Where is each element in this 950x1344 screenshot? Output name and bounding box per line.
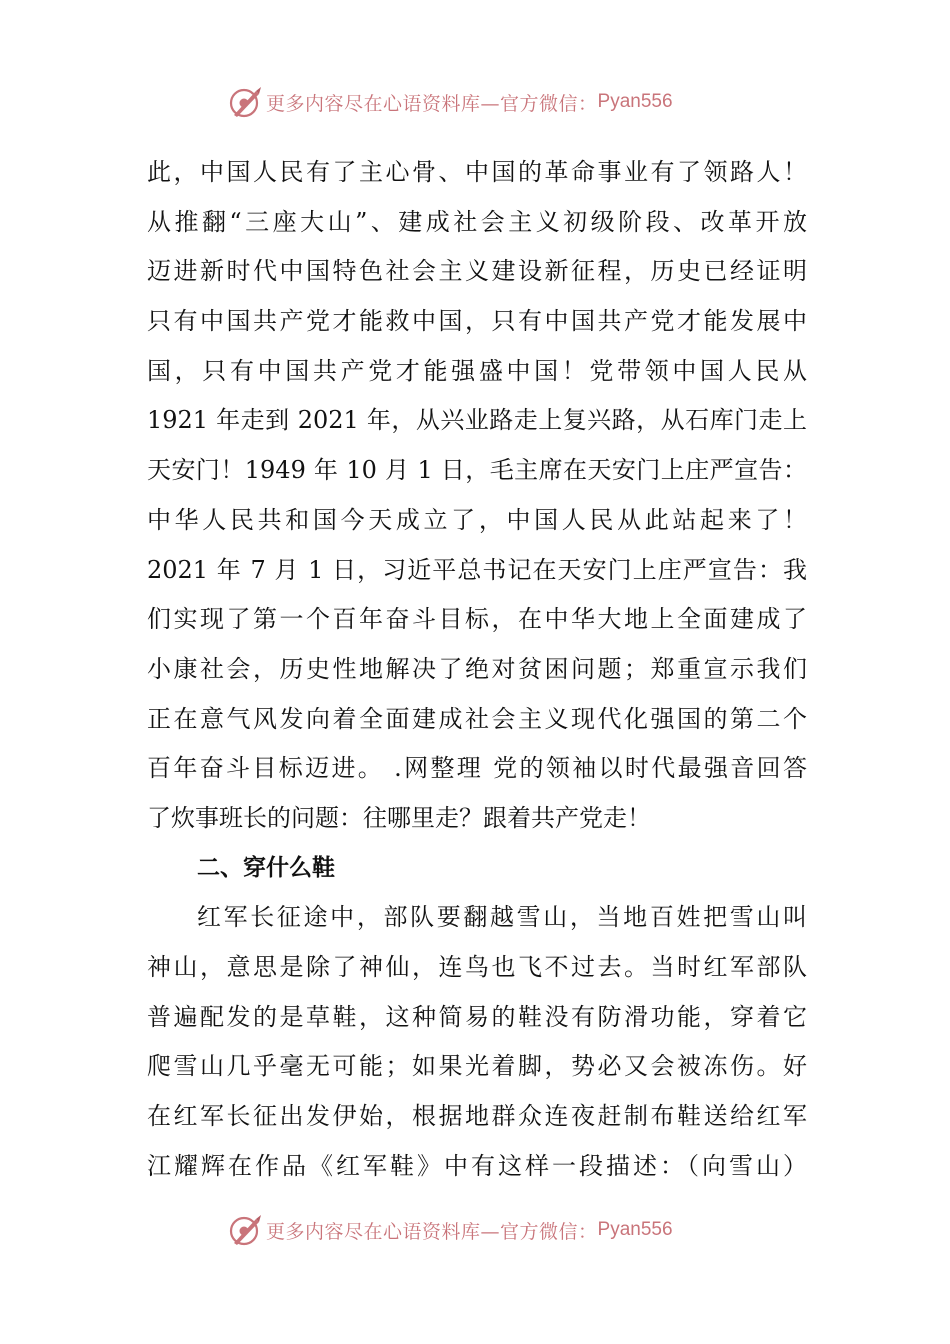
footer-banner-text: 更多内容尽在心语资料库—官方微信： (266, 1220, 598, 1243)
text-line: 天安门！1949 年 10 月 1 日，毛主席在天安门上庄严宣告： (147, 456, 807, 485)
text-line: 2021 年 7 月 1 日，习近平总书记在天安门上庄严宣告：我 (147, 555, 807, 584)
text-line: 们实现了第一个百年奋斗目标，在中华大地上全面建成了 (147, 605, 807, 634)
header-banner-wechat-id: Pyan556 (597, 91, 673, 112)
text-line: 中华人民共和国今天成立了，中国人民从此站起来了！ (147, 505, 807, 534)
text-line: 迈进新时代中国特色社会主义建设新征程，历史已经证明 (147, 257, 807, 286)
text-line: 小康社会，历史性地解决了绝对贫困问题；郑重宣示我们 (147, 654, 807, 683)
text-line: 只有中国共产党才能救中国，只有中国共产党才能发展中 (147, 307, 807, 336)
body-text (147, 148, 807, 1191)
text-line: 江耀辉在作品《红军鞋》中有这样一段描述：（向雪山） (147, 1151, 807, 1180)
text-line: 此，中国人民有了主心骨、中国的革命事业有了领路人！ (147, 158, 807, 186)
header-banner-text: 更多内容尽在心语资料库—官方微信： (266, 92, 598, 115)
text-line: 爬雪山几乎毫无可能；如果光着脚，势必又会被冻伤。好 (147, 1052, 807, 1081)
header-banner (228, 82, 673, 122)
text-line: 了炊事班长的问题：往哪里走？跟着共产党走！ (147, 803, 651, 832)
footer-banner-wechat-id: Pyan556 (597, 1219, 673, 1240)
text-line: 神山，意思是除了神仙，连鸟也飞不过去。当时红军部队 (147, 953, 807, 981)
text-line: 国，只有中国共产党才能强盛中国！党带领中国人民从 (147, 356, 807, 385)
footer-banner (228, 1210, 673, 1250)
text-line: 在红军长征出发伊始，根据地群众连夜赶制布鞋送给红军 (147, 1102, 807, 1131)
text-line: 1921 年走到 2021 年，从兴业路走上复兴路，从石库门走上 (147, 406, 807, 435)
pen-circle-logo-icon (228, 85, 262, 119)
section-heading: 二、穿什么鞋 (197, 854, 335, 881)
text-line: 红军长征途中，部队要翻越雪山，当地百姓把雪山叫 (197, 903, 807, 932)
text-line: 正在意气风发向着全面建成社会主义现代化强国的第二个 (147, 704, 807, 733)
text-line: 百年奋斗目标迈进。 .网整理 党的领袖以时代最强音回答 (147, 754, 807, 783)
text-line: 从推翻“三座大山”、建成社会主义初级阶段、改革开放 (147, 207, 807, 236)
pen-circle-logo-icon (228, 1213, 262, 1247)
text-line: 普遍配发的是草鞋，这种简易的鞋没有防滑功能，穿着它 (147, 1002, 807, 1031)
